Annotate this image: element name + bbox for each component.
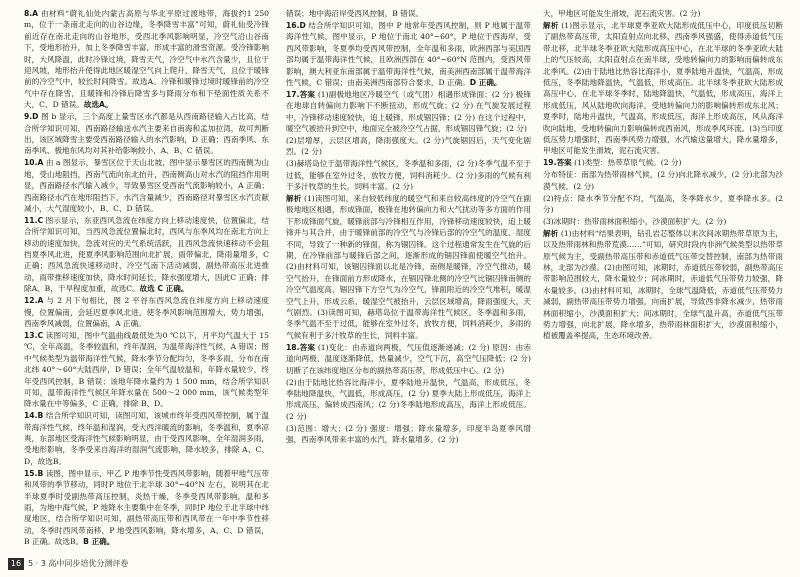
answer-paragraph xyxy=(24,215,269,295)
answer-text: 分布特征：南部为热带雨林气候，(2 分)向北降水减少，(2 分)北部为沙漠气候。(2 分) xyxy=(543,170,783,191)
answer-paragraph xyxy=(286,89,531,135)
answer-text: 由 a 图显示，暴雪区位于天山北坡，图中显示暴雪区的西南侧为山地，受山地阻挡，西南气流向东北抬升，西南侧高山对水汽的阻挡作用明显，西南路径水汽输入减少，导致暴雪区受西南气流影响较小，A 正确；西南路径水汽在地形阻挡下，水汽含量减少，西南路径对暴雪区水汽贡献减小，大气湿度较小，B、C、D 错误。 xyxy=(24,158,269,213)
answer-text: (1)变化：由赤道向两极，气压值逐渐递减；(2 分) 原因：由赤道向两极，温度逐渐降低，热量减少，空气下沉，高空气压降低；(2 分)切断了在该纬度地区分布的副热带高压带，形成低压中心。(2 分) xyxy=(286,342,531,375)
answer-paragraph xyxy=(543,8,783,19)
question-number: 解析 xyxy=(543,20,559,30)
question-number: 14.B xyxy=(24,411,44,421)
answer-conclusion: 故选A。 xyxy=(83,100,113,110)
answer-paragraph xyxy=(286,342,531,376)
answer-paragraph xyxy=(24,111,269,157)
answer-paragraph xyxy=(286,135,531,158)
question-number: 10.A xyxy=(24,158,44,168)
answer-text: (1)读图可知，来自较低纬度的暖空气和来自较高纬度的冷空气在副极地地区相遇，形成锋面，极锋在地转偏向力和大气扰动等多方面的作用下形成锋面气旋，暖锋前部与冷锋相互作用，冷锋移动速度较快，追上暖锋并与其合并，由于暖锋前部的冷空气与冷锋后部的冷空气的温度、湿度不同，导致了一种新的锋面，称为锢囚锋。这个过程通常发生在气旋的后期，在冷锋前部与暖锋后部之间，逐渐形成的锢囚锋面使暖空气抬升。(2)由材料可知，该锢囚锋面以北是冷锋，南侧是暖锋，冷空气推动，暖空气抬升，在锋面前方形成降水，在锢囚锋北侧的冷空气比锢囚锋南侧的冷空气温度高，锢囚锋下方空气为冷空气，锋面附近的冷空气堆积，暖湿空气上升，形成云系，暖湿空气被抬升，云层区域增高，降雨强度大，天气剧烈。(3)读图可知，赫塔岛位于温带海洋性气候区，冬季温和多雨，冬季气温不至于过低，能够在室外过冬，放牧方便，饲料消耗少，多雨的气候有利于多汁牧草的生长，饲料丰富。 xyxy=(286,194,531,340)
answer-text: (1)类型：热带草原气候。(2 分) xyxy=(574,158,682,168)
answer-paragraph xyxy=(543,169,783,192)
answer-text: 读图，图中显示，甲乙 P 地季节性受西风带影响，随着甲地气压带和风带的季节移动，同时P 地位于北半球 30°~40°N 左右，说明其在北半球夏季时受副热带高压控制，炎热干燥，冬季受西风带影响，温和多雨，为地中海气候，P 地降水主要集中在冬季，同时P 地位于北半球中纬度地区，结合所学知识可知，副热带高压带和西风带在一年中季节性移动，冬季时西风带南移，P 地受西风影响，降水增多，A、C、D 错误，B 正确。故选B。 xyxy=(24,468,269,547)
answer-column-left xyxy=(24,8,269,548)
answer-conclusion: D 正确。 xyxy=(469,77,502,87)
answer-paragraph xyxy=(286,193,531,341)
answer-paragraph xyxy=(543,228,783,342)
answer-text: 图 b 显示，三个高度上量雪区水汽都是从西南路径输入占比高，结合所学知识可知，西南路径输送水汽主要来自南海和孟加拉湾，故可判断出，该区域降雪主要受西南路径输入的水汽影响，D 正确；西南季风、东南季风、极地东风均对其补给影响较小，A、B、C 错误。 xyxy=(24,112,269,156)
answer-text: 读图可知，图中气温曲线最低处为0 ℃以下，月平均气温大于 15 ℃，全年高温，冬季较温和，终年湿润，为温带海洋性气候，A 错误；图中气候类型为温带海洋性气候，降水季节分配均匀，冬季多雨，分布在南北纬 40°～60°大陆西岸，D 错误；全年气温较温和，年降水量较少，终年受西风控制，B 错误；该地年降水量约为 1 500 mm，结合所学知识可知，温带海洋性气候区年降水量在 500～2 000 mm，该气候类型年降水量在中等偏多，C 正确，排除 B、D。 xyxy=(24,330,269,409)
answer-paragraph xyxy=(286,158,531,192)
answer-paragraph xyxy=(543,193,783,216)
question-number: 18.答案 xyxy=(286,342,316,352)
answer-text: (2)层增厚，云层区增高，降雨强度大。(2 分)气旋锢囚后，天气变化剧烈。(2 分) xyxy=(286,135,531,157)
question-number: 解析 xyxy=(543,228,559,238)
answer-paragraph xyxy=(24,410,269,467)
answer-column-right xyxy=(543,8,783,548)
answer-paragraph xyxy=(24,330,269,410)
answer-text: (2)由于陆地比热容比海洋小，夏季陆地升温快，气温高，形成低压，冬季陆地降温快，气温低，形成高压，(2 分) 夏季大陆上形成低压，海洋上形成高压，偏转成西南风；(2 分)冬季陆地形成高压，海洋上形成低压。(2 分) xyxy=(286,377,531,421)
answer-text: (2)特点：降水季节分配不均，气温高，冬季降水少，夏季降水多。(2 分) xyxy=(543,193,783,214)
answer-column-middle xyxy=(286,8,531,548)
answer-paragraph xyxy=(543,216,783,227)
answer-text: (3)范围：增大；(2 分) 强度：增强；降水量增多，印度半岛夏季风增强，西南季风带来丰富的水汽，降水量增多。(2 分) xyxy=(286,423,531,445)
answer-paragraph xyxy=(543,20,783,157)
answer-conclusion: B 正确。 xyxy=(83,537,115,547)
answer-text: 结合所学知识可知，图中 P 地常年受西风控制，则 P 地属于温带海洋性气候，图中显示，P 地位于南北 40°~60°，P 地位于西海岸，受西风带影响，冬夏季均受西风带控制，全年温和多雨，欧洲西部与美国西部均属于温带海洋性气候，且欧洲西部在 40°~60°N 范围内，受西风带影响，澳大利亚东南部属于温带海洋性气候，南美洲西南部属于温带海洋性气候，C 错误；由南美洲西南部符合要求，D 正确。 xyxy=(286,20,531,87)
question-number: 15.B xyxy=(24,468,44,478)
answer-text: (1)由材料“结果表明，钻孔岩芯整体以末次间冰期热带草原为主，以及热带雨林和热带荒漠……”可知，研究时段内非洲气候类型以热带草原气候为主，受副热带高压带和赤道低气压带交替控制，南部为热带雨林，北部为沙漠。(2)由图可知，冰期时，赤道低压带较弱，副热带高压带影响范围较大，降水量较少；间冰期时，赤道低气压带势力较强，降水量较多。(3)由材料可知，冰期时，全球气温降低，赤道低气压带势力减弱，副热带高压带势力增强，向南扩展，导致西非降水减少，热带雨林面积缩小，沙漠面积扩大；间冰期时，全球气温升高，赤道低气压带势力增强，向北扩展，降水增多，热带雨林面积扩大，沙漠面积缩小，植被覆盖率提高，生态环境改善。 xyxy=(543,228,783,341)
answer-text: 错误；地中海沿岸受西风控制，B 错误。 xyxy=(286,9,424,18)
answer-paragraph xyxy=(286,377,531,423)
answer-paragraph xyxy=(24,8,269,111)
answer-paragraph xyxy=(24,157,269,214)
answer-text: (1)图示显示，北半球夏季亚欧大陆形成低压中心，印度低压切断了副热带高压带，太阳直射点向北移，西南季风强盛，使得赤道低气压带北移，北半球冬季亚欧大陆形成高压中心，在北半球的冬季亚欧大陆上的气压较高，太阳直射点在南半球，受地转偏向力的影响而偏转成东北季风。(2)由于陆地比热容比海洋小，夏季陆地升温快，气温高，形成低压，冬季陆地降温快，气温低，形成高压。北半球冬季亚欧大陆形成高压中心，在北半球冬季时，陆地降温快，气温低，形成高压，海洋上形成低压，风从陆地吹向海洋，受地转偏向力的影响偏转形成东北风；夏季时，陆地升温快，气温高，形成低压，海洋上形成高压，风从海洋吹向陆地，受地转偏向力影响偏转成西南风，形成季风环流。(3)当印度低压势力增强时，西南季风势力增强，水汽输送量增大，降水量增多，甲地区可能发生滑坡，泥石流灾害。 xyxy=(543,20,783,156)
question-number: 19.答案 xyxy=(543,158,572,168)
question-number: 13.C xyxy=(24,330,44,340)
answer-paragraph xyxy=(24,295,269,329)
answer-paragraph xyxy=(286,20,531,88)
question-number: 12.A xyxy=(24,296,44,306)
question-number: 9.D xyxy=(24,112,39,122)
answer-text: 由材料“蔚礼仙处内蒙古高原与华北平原过渡地带，海拔约1 250 m，位于一条南北走向的山谷边缘，冬季降雪丰富”可知，蔚礼仙受冷锋前近存在南北走向的山谷地形，受西北季风影响明显，冷空气沿山谷南下，受地形抬升，加上冬季降雪丰富，形成丰富的滑雪资源。受冷锋影响时，大风降温，此时冷锋过境，降雪天气，冷空气中水汽含量少，且位于迎风坡，地形抬升使得此地区暖湿空气向上爬升，降雪天气，且位于暖锋前的冷空气中，较长时间降雪。故选A。冷锋和暖锋过境时暖锋前的冷空气中存在降雪，且暖锋和冷锋后降雪多与降雨分布和下垫面性质关系不大，C、D 错误。 xyxy=(24,9,269,110)
question-number: 11.C xyxy=(24,215,44,225)
answer-paragraph xyxy=(286,423,531,446)
page-number: 16 xyxy=(8,558,24,570)
answer-text: (1)副极地地区冷暖空气（或气团）相遇形成锋面；(2 分) 极锋在地球自转偏向力影响下不断扭动，形成气旋；(2 分) 在气旋发展过程中，冷锋移动速度较快，追上暖锋，形成锢囚锋；(2 分) 在这个过程中，暖空气被抬升到空中，地面完全被冷空气占据，形成锢囚锋气旋；(2 分) xyxy=(286,89,531,134)
answer-text: (3)冰期时：热带雨林面积缩小，沙漠面积扩大。(2 分) xyxy=(543,216,727,226)
answer-paragraph xyxy=(286,8,531,19)
question-number: 8.A xyxy=(24,9,39,18)
question-number: 解析 xyxy=(286,194,302,203)
answer-conclusion: 故选 C 正确。 xyxy=(139,284,189,294)
answer-text: 大，甲地区可能发生滑坡，泥石流灾害。(2 分) xyxy=(543,9,701,18)
answer-text: 图示显示，东亚西风急流在纬度方向上移动速度快，位置偏北，结合所学知识可知，当西风急流位置偏北时，西风与东季风均在南北方向上移动的速度加快，急流对应的天气系统活跃，且西风急流快速移动不会阻挡夏季风北进，使夏季风影响范围向北扩展，雨带偏北，降雨量增多，C 正确；西风急流快速移动时，冷空气南下活动减弱，副热带高压北进推动，雨带推移速度加快，降水时间延长，降水强度增大，因此C 正确；排除A、B，干旱程度加重，故选C。 xyxy=(24,215,269,294)
question-number: 16.D xyxy=(286,20,306,30)
answer-paragraph xyxy=(24,468,269,548)
question-number: 17.答案 xyxy=(286,89,316,99)
answer-paragraph xyxy=(543,157,783,168)
book-title: 5 · 3 高中同步培优分测评卷 xyxy=(28,559,129,568)
page-footer xyxy=(0,553,800,577)
answer-text: 与 2 月下旬相比，图 2 平谷东西风急流在纬度方向上移动速度慢，位置偏南，会延迟夏季风北进，使冬季风影响范围增大，势力增强，西南季风减弱，位置偏南，A 正确。 xyxy=(24,296,269,328)
answer-text: (3)赫塔岛位于温带海洋性气候区，冬季温和多雨，(2 分)冬季气温不至于过低，能够在室外过冬，放牧方便，饲料消耗少。(2 分)多雨的气候有利于多汁牧草的生长，饲料丰富。(2 分) xyxy=(286,159,531,192)
answer-text: 结合所学知识可知，读图可知，该城市终年受西风带控制，属于温带海洋性气候，终年温和湿润，受大西洋暖流的影响，冬季温和，夏季凉爽，东部地区受海洋性气候影响明显，由于受西风影响，全年湿润多雨，受地形影响，冬季受来自海洋的湿润气流影响，降水较多，排除 A、C、D，故选B。 xyxy=(24,411,269,466)
